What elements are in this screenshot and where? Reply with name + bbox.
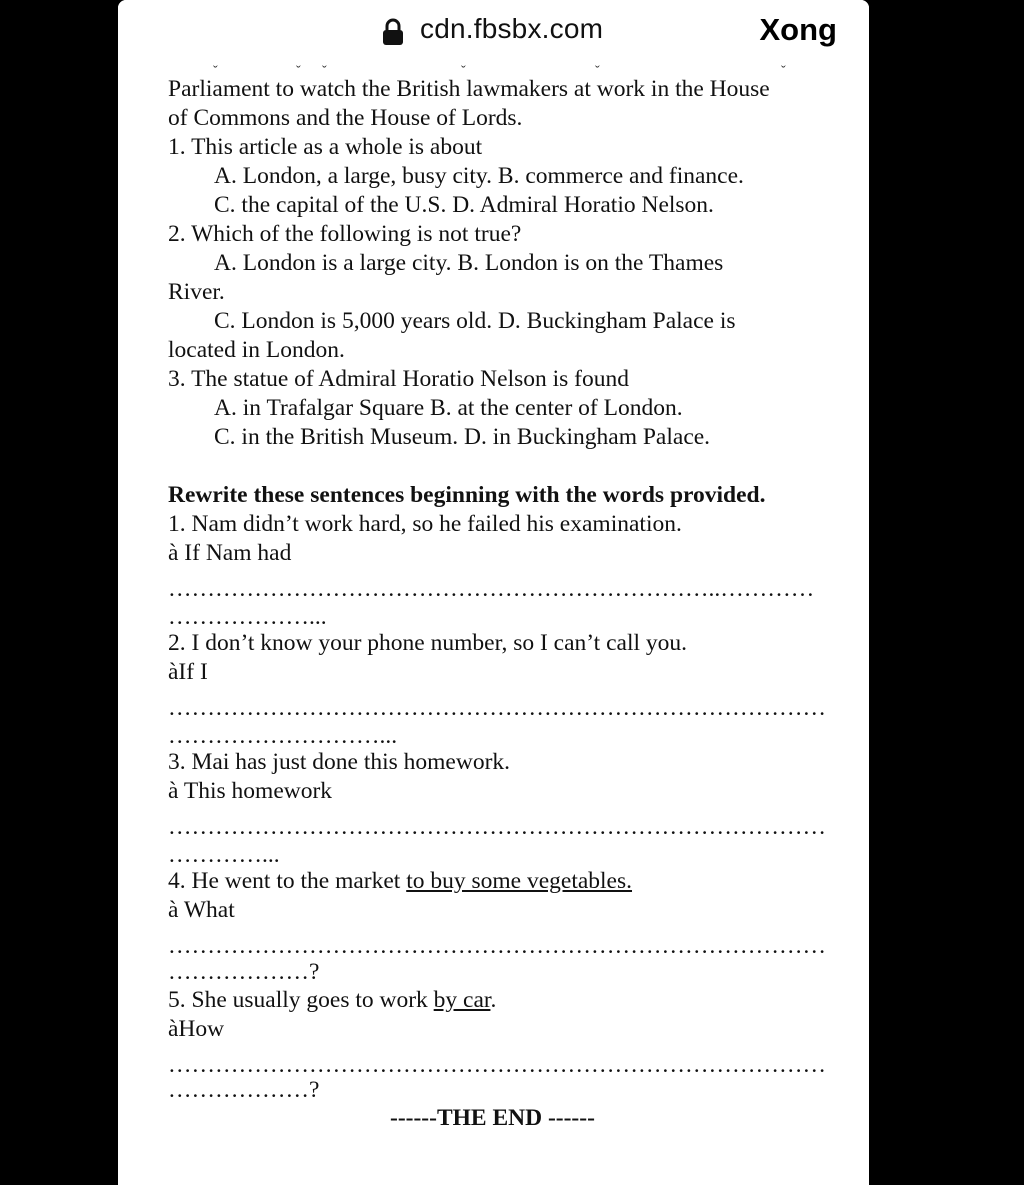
answer-dots: …………...	[168, 842, 280, 868]
lock-icon	[382, 18, 404, 46]
answer-dots: ………………...	[168, 604, 327, 630]
answer-dots: ………………?	[168, 1077, 320, 1103]
underlined-phrase: by car	[433, 987, 491, 1013]
answer-dots: ……………………………………………………………..…………	[168, 576, 815, 602]
sentence-text: 3. Mai has just done this homework.	[168, 749, 511, 775]
answer-dots: ………………………...	[168, 723, 398, 749]
rewrite-prompt: à What	[168, 897, 235, 923]
passage-line: Parliament to watch the British lawmakers at work in the House	[168, 76, 770, 102]
answer-options: A. London is a large city. B. London is on the Thames	[214, 250, 724, 276]
answer-dots: …………………………………………………………………………	[168, 1052, 826, 1078]
cropped-previous-line: ˇ ˇ ˇ ˇ ˇ ˇ	[213, 64, 786, 79]
answer-options: A. London, a large, busy city. B. commerce and finance.	[214, 163, 744, 189]
passage-line: of Commons and the House of Lords.	[168, 105, 523, 131]
question-stem: 2. Which of the following is not true?	[168, 221, 522, 247]
sentence-text: .	[490, 987, 497, 1013]
answer-options: C. London is 5,000 years old. D. Buckingham Palace is	[214, 308, 736, 334]
answer-options: located in London.	[168, 337, 345, 363]
answer-options: A. in Trafalgar Square B. at the center of London.	[214, 395, 683, 421]
browser-url-bar	[118, 0, 869, 64]
answer-dots: ………………?	[168, 959, 320, 985]
rewrite-sentence	[168, 748, 510, 777]
answer-options: C. in the British Museum. D. in Buckingham Palace.	[214, 424, 711, 450]
end-marker: ------THE END ------	[390, 1105, 595, 1131]
section-heading: Rewrite these sentences beginning with the words provided.	[168, 482, 766, 508]
answer-options: C. the capital of the U.S. D. Admiral Horatio Nelson.	[214, 192, 714, 218]
answer-options: River.	[168, 279, 225, 305]
answer-dots: …………………………………………………………………………	[168, 933, 826, 959]
done-button[interactable]: Xong	[759, 12, 837, 47]
answer-dots: …………………………………………………………………………	[168, 814, 826, 840]
underlined-phrase: to buy some vegetables.	[406, 868, 633, 894]
rewrite-prompt: àIf I	[168, 659, 208, 685]
answer-dots: …………………………………………………………………………	[168, 695, 826, 721]
url-host[interactable]: cdn.fbsbx.com	[420, 13, 604, 44]
sentence-text: 5. She usually goes to work	[168, 987, 434, 1013]
document-viewer	[118, 0, 869, 1185]
rewrite-sentence	[168, 986, 496, 1015]
rewrite-prompt: à If Nam had	[168, 540, 292, 566]
rewrite-prompt: àHow	[168, 1016, 225, 1042]
question-stem: 3. The statue of Admiral Horatio Nelson is found	[168, 366, 630, 392]
rewrite-sentence: 2. I don’t know your phone number, so I can’t call you.	[168, 630, 688, 656]
sentence-text: 4. He went to the market	[168, 868, 407, 894]
rewrite-sentence	[168, 867, 632, 896]
rewrite-prompt: à This homework	[168, 778, 333, 804]
rewrite-sentence: 1. Nam didn’t work hard, so he failed his examination.	[168, 511, 682, 537]
question-stem: 1. This article as a whole is about	[168, 134, 483, 160]
